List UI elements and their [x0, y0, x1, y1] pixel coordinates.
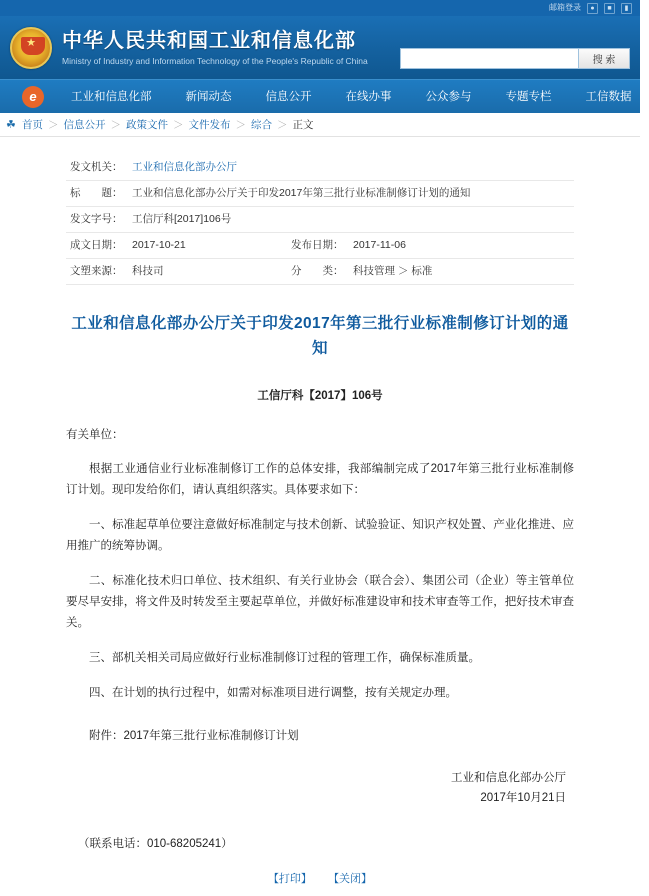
breadcrumb-item-general[interactable]: 综合: [251, 119, 272, 131]
wechat-icon[interactable]: ■: [604, 3, 615, 14]
breadcrumb-separator: ＞: [173, 119, 184, 131]
document-meta-table: [66, 155, 574, 285]
search-box: [400, 48, 630, 69]
nav-item-public-participation[interactable]: 公众参与: [425, 90, 472, 103]
meta-value-issuer: [128, 155, 574, 181]
sign-date: 2017年10月21日: [480, 792, 566, 804]
breadcrumb: [0, 113, 640, 137]
nav-item-data[interactable]: 工信数据: [585, 90, 632, 103]
document-actions: [66, 870, 574, 896]
nav-item-online-service[interactable]: 在线办事: [345, 90, 392, 103]
document-title: 工业和信息化部办公厅关于印发2017年第三批行业标准制修订计划的通知: [71, 315, 569, 357]
meta-value-publish-date: 2017-11-06: [349, 233, 574, 259]
document-signature: [66, 768, 574, 808]
rss-icon[interactable]: ●: [587, 3, 598, 14]
table-row: [66, 181, 574, 207]
meta-value-docnum: 工信厅科[2017]106号: [128, 207, 574, 233]
nav-items: [54, 80, 649, 114]
meta-value-category: 科技管理 ＞ 标准: [349, 259, 574, 285]
mobile-icon[interactable]: ▮: [621, 3, 632, 14]
signer-name: 工业和信息化部办公厅: [451, 772, 566, 784]
meta-label-docnum: 发文字号：: [66, 207, 128, 233]
top-utility-bar: [0, 0, 640, 16]
breadcrumb-item-home[interactable]: 首页: [22, 119, 43, 131]
meta-label-source: 文塑来源：: [66, 259, 128, 285]
meta-label-publish-date: 发布日期：: [287, 233, 349, 259]
nav-item-ministry[interactable]: 工业和信息化部: [71, 90, 152, 103]
nav-item-news[interactable]: 新闻动态: [185, 90, 232, 103]
issuer-link[interactable]: 工业和信息化部办公厅: [132, 161, 237, 173]
nav-logo-icon: [22, 86, 44, 108]
breadcrumb-item-disclosure[interactable]: 信息公开: [63, 119, 106, 131]
site-titles: [62, 29, 368, 67]
document-salutation: 有关单位：: [66, 429, 124, 441]
meta-label-title: 标 题：: [66, 181, 128, 207]
document-body: [0, 137, 640, 896]
breadcrumb-separator: ＞: [235, 119, 246, 131]
meta-value-source: 科技司: [128, 259, 287, 285]
search-button[interactable]: 搜 索: [578, 48, 630, 69]
document-paragraph: 根据工业通信业行业标准制修订工作的总体安排，我部编制完成了2017年第三批行业标准制修订计划。现印发给你们，请认真组织落实。具体要求如下：: [66, 463, 574, 496]
close-button[interactable]: 【关闭】: [328, 873, 373, 885]
search-input[interactable]: [400, 48, 578, 69]
mail-login-link[interactable]: 邮箱登录: [549, 3, 581, 12]
home-icon: ☘: [6, 118, 16, 131]
meta-label-issuer: 发文机关：: [66, 155, 128, 181]
site-header: [0, 16, 640, 79]
table-row: [66, 233, 574, 259]
meta-label-written-date: 成文日期：: [66, 233, 128, 259]
document-contact: （联系电话：010-68205241）: [78, 838, 233, 850]
document-paragraph: 二、标准化技术归口单位、技术组织、有关行业协会（联合会）、集团公司（企业）等主管单位要尽早安排，将文件及时转发至主要起草单位，并做好标准建设审和技术审查等工作，把好技术审查关。: [66, 575, 574, 629]
main-nav: [0, 79, 640, 113]
nav-item-disclosure[interactable]: 信息公开: [265, 90, 312, 103]
print-button[interactable]: 【打印】: [267, 873, 312, 885]
meta-value-written-date: 2017-10-21: [128, 233, 287, 259]
breadcrumb-separator: ＞: [110, 119, 121, 131]
breadcrumb-separator: ＞: [48, 119, 59, 131]
document-number: 工信厅科【2017】106号: [257, 390, 383, 402]
document-attachment[interactable]: 附件：2017年第三批行业标准制修订计划: [89, 730, 299, 742]
breadcrumb-separator: ＞: [277, 119, 288, 131]
table-row: [66, 207, 574, 233]
breadcrumb-item-policy[interactable]: 政策文件: [126, 119, 168, 131]
table-row: [66, 155, 574, 181]
breadcrumb-item-current: 正文: [292, 119, 314, 131]
national-emblem-icon: [10, 27, 52, 69]
table-row: [66, 259, 574, 285]
meta-value-title: 工业和信息化部办公厅关于印发2017年第三批行业标准制修订计划的通知: [128, 181, 574, 207]
meta-label-category: 分 类：: [287, 259, 349, 285]
site-title-cn: 中华人民共和国工业和信息化部: [62, 29, 356, 52]
document-paragraph: 一、标准起草单位要注意做好标准制定与技术创新、试验验证、知识产权处置、产业化推进、应用推广的统筹协调。: [66, 519, 574, 552]
nav-item-special-topics[interactable]: 专题专栏: [505, 90, 552, 103]
document-paragraph: 三、部机关相关司局应做好行业标准制修订过程的管理工作，确保标准质量。: [89, 652, 480, 664]
breadcrumb-item-release[interactable]: 文件发布: [188, 119, 231, 131]
site-title-en: Ministry of Industry and Information Technology of the People's Republic of China: [62, 55, 368, 66]
document-paragraph: 四、在计划的执行过程中，如需对标准项目进行调整，按有关规定办理。: [89, 687, 457, 699]
